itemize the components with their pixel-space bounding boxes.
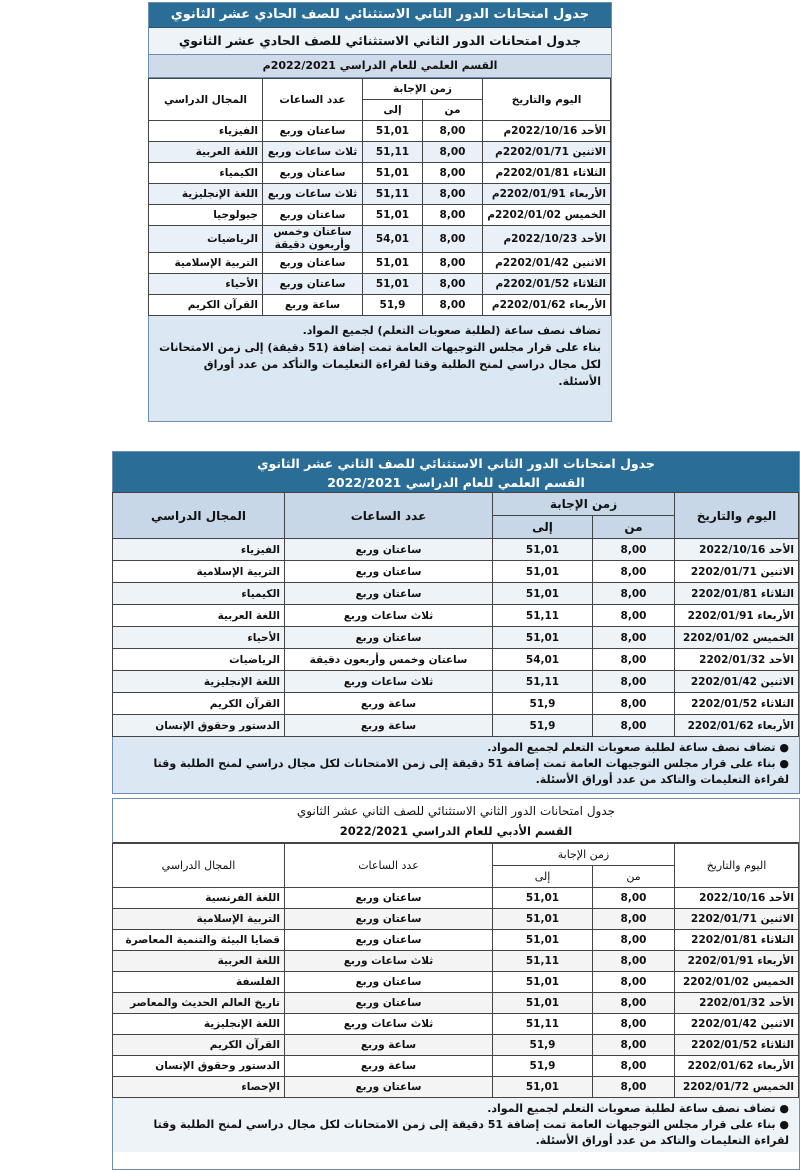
block2-subtitle: القسم العلمي للعام الدراسي 2022/2021 (327, 475, 585, 490)
table-row (148, 274, 610, 295)
cell-hours: ساعتان وربع (262, 121, 362, 142)
cell-day: الخميس 2202/01/02م (483, 205, 611, 226)
cell-from: 8,00 (593, 888, 675, 909)
header-time: زمن الإجابة (493, 493, 675, 516)
cell-day: الأربعاء 2202/01/62 (675, 1056, 799, 1077)
table-row (113, 671, 799, 693)
cell-to: 51,01 (362, 274, 422, 295)
cell-to: 51,01 (362, 163, 422, 184)
block3-note-2 (123, 1117, 789, 1149)
cell-subject: التربية الإسلامية (112, 909, 284, 930)
cell-to: 51,01 (493, 627, 593, 649)
block1-note-2: بناء على قرار مجلس التوجيهات العامة تمت إضافة (51 دقيقة) إلى زمن الامتحانات لكل مجال دراسي لمنح الطلبة وقتا لقراءة التعليمات والتأكد من عدد أوراق الأسئلة. (159, 341, 601, 388)
block2-body (113, 539, 799, 737)
block3-header (113, 799, 799, 843)
cell-day: الاثنين 2202/01/42م (483, 253, 611, 274)
cell-day: الثلاثاء 2202/01/81 (675, 930, 799, 951)
cell-subject: الفلسفة (112, 972, 284, 993)
cell-subject: اللغة العربية (148, 142, 262, 163)
cell-subject: تاريخ العالم الحديث والمعاصر (112, 993, 284, 1014)
cell-subject: الكيمياء (113, 583, 285, 605)
cell-from: 8,00 (593, 909, 675, 930)
block3-title: جدول امتحانات الدور الثاني الاستثنائي للصف الثاني عشر الثانوي (296, 804, 616, 818)
cell-day: الخميس 2202/01/02 (675, 972, 799, 993)
cell-from: 8,00 (593, 583, 675, 605)
block1-title: جدول امتحانات الدور الثاني الاستثنائي للصف الحادي عشر الثانوي (149, 3, 611, 28)
cell-day: الأربعاء 2202/01/91 (675, 951, 799, 972)
cell-to: 51,11 (492, 951, 592, 972)
cell-from: 8,00 (423, 274, 483, 295)
cell-day: الأربعاء 2202/01/91 (675, 605, 799, 627)
cell-hours: ساعتان وربع (262, 253, 362, 274)
table-row (148, 205, 610, 226)
cell-subject: اللغة الفرنسية (112, 888, 284, 909)
cell-day: الأربعاء 2202/01/62 (675, 715, 799, 737)
block2-table (112, 492, 799, 737)
bullet-icon: ● (775, 1118, 789, 1131)
cell-day: الثلاثاء 2202/01/52م (483, 274, 611, 295)
cell-hours: ساعة وربع (285, 715, 493, 737)
cell-to: 54,01 (362, 226, 422, 253)
table-row (148, 253, 610, 274)
cell-subject: اللغة الإنجليزية (148, 184, 262, 205)
cell-to: 51,9 (493, 715, 593, 737)
cell-subject: قضايا البيئة والتنمية المعاصرة (112, 930, 284, 951)
cell-hours: ساعتان وخمس وأربعون دقيقة (285, 649, 493, 671)
cell-to: 51,01 (362, 253, 422, 274)
cell-from: 8,00 (593, 715, 675, 737)
table-row (148, 121, 610, 142)
block3-note-1-text: تضاف نصف ساعة لطلبة صعوبات التعلم لجميع المواد. (487, 1102, 776, 1115)
cell-subject: اللغة الإنجليزية (113, 671, 285, 693)
bullet-icon: ● (775, 1102, 789, 1115)
cell-from: 8,00 (423, 184, 483, 205)
cell-hours: ثلاث ساعات وربع (284, 1014, 492, 1035)
header-day: اليوم والتاريخ (675, 844, 799, 888)
cell-day: الأحد 2202/01/32 (675, 993, 799, 1014)
cell-to: 51,11 (493, 671, 593, 693)
cell-subject: الرياضيات (113, 649, 285, 671)
cell-hours: ساعتان وربع (262, 163, 362, 184)
block3-notes (113, 1098, 799, 1152)
cell-from: 8,00 (593, 693, 675, 715)
table-row (113, 649, 799, 671)
cell-to: 51,01 (492, 993, 592, 1014)
block1-body (148, 121, 610, 316)
header-hours: عدد الساعات (262, 79, 362, 121)
header-subject: المجال الدراسي (148, 79, 262, 121)
block2-note-2 (123, 756, 789, 788)
cell-hours: ساعتان وربع (284, 972, 492, 993)
cell-day: الاثنين 2202/01/42 (675, 671, 799, 693)
header-to: إلى (492, 866, 592, 888)
block2-header (113, 452, 799, 492)
cell-subject: القرآن الكريم (113, 693, 285, 715)
cell-to: 51,9 (362, 295, 422, 316)
cell-subject: القرآن الكريم (112, 1035, 284, 1056)
cell-subject: الفيزياء (148, 121, 262, 142)
cell-day: الأحد 2022/10/16 (675, 888, 799, 909)
cell-day: الاثنين 2202/01/71 (675, 561, 799, 583)
cell-hours: ساعة وربع (284, 1056, 492, 1077)
table-row (112, 1014, 798, 1035)
cell-from: 8,00 (423, 142, 483, 163)
cell-from: 8,00 (593, 561, 675, 583)
cell-subject: اللغة العربية (112, 951, 284, 972)
cell-from: 8,00 (423, 121, 483, 142)
cell-day: الأحد 2022/10/23م (483, 226, 611, 253)
table-row (112, 930, 798, 951)
table-row (148, 295, 610, 316)
table-row (148, 142, 610, 163)
table-row (148, 226, 610, 253)
cell-to: 54,01 (493, 649, 593, 671)
cell-from: 8,00 (593, 993, 675, 1014)
cell-from: 8,00 (423, 163, 483, 184)
cell-to: 51,11 (493, 605, 593, 627)
header-from: من (593, 866, 675, 888)
cell-hours: ساعتان وربع (262, 205, 362, 226)
cell-subject: الإحصاء (112, 1077, 284, 1098)
cell-subject: التربية الإسلامية (148, 253, 262, 274)
cell-day: الاثنين 2202/01/71 (675, 909, 799, 930)
cell-from: 8,00 (423, 253, 483, 274)
cell-day: الأحد 2022/10/16 (675, 539, 799, 561)
cell-from: 8,00 (593, 1077, 675, 1098)
cell-hours: ساعتان وربع (284, 909, 492, 930)
cell-hours: ثلاث ساعات وربع (262, 184, 362, 205)
cell-day: الخميس 2202/01/02 (675, 627, 799, 649)
header-time: زمن الإجابة (492, 844, 674, 866)
cell-to: 51,01 (493, 561, 593, 583)
cell-hours: ثلاث ساعات وربع (284, 951, 492, 972)
cell-subject: القرآن الكريم (148, 295, 262, 316)
cell-to: 51,01 (362, 121, 422, 142)
cell-day: الاثنين 2202/01/71م (483, 142, 611, 163)
header-from: من (423, 100, 483, 121)
block2-note-1-text: تضاف نصف ساعة لطلبة صعوبات التعلم لجميع المواد. (487, 741, 776, 754)
cell-subject: اللغة الإنجليزية (112, 1014, 284, 1035)
block1-year: القسم العلمي للعام الدراسي 2022/2021م (149, 55, 611, 78)
block3-subtitle: القسم الأدبي للعام الدراسي 2022/2021 (339, 824, 573, 838)
header-day: اليوم والتاريخ (675, 493, 799, 539)
header-subject: المجال الدراسي (113, 493, 285, 539)
header-to: إلى (362, 100, 422, 121)
cell-subject: الدستور وحقوق الإنسان (112, 1056, 284, 1077)
cell-from: 8,00 (423, 205, 483, 226)
grade-12-literary-schedule (112, 798, 800, 1170)
table-row (148, 163, 610, 184)
cell-from: 8,00 (593, 1014, 675, 1035)
cell-from: 8,00 (593, 627, 675, 649)
cell-hours: ساعتان وربع (284, 993, 492, 1014)
cell-subject: الرياضيات (148, 226, 262, 253)
cell-to: 51,11 (362, 184, 422, 205)
table-row (113, 715, 799, 737)
bullet-icon: ● (775, 757, 789, 770)
table-row (112, 951, 798, 972)
cell-subject: اللغة العربية (113, 605, 285, 627)
header-from: من (593, 516, 675, 539)
table-row (113, 539, 799, 561)
header-hours: عدد الساعات (285, 493, 493, 539)
cell-to: 51,9 (492, 1056, 592, 1077)
cell-to: 51,01 (492, 972, 592, 993)
block2-note-1 (123, 740, 789, 756)
table-row (113, 627, 799, 649)
block1-subtitle: جدول امتحانات الدور الثاني الاستثنائي للصف الحادي عشر الثانوي (149, 28, 611, 55)
table-row (112, 993, 798, 1014)
cell-hours: ساعتان وربع (285, 539, 493, 561)
cell-subject: جيولوجيا (148, 205, 262, 226)
block1-table (148, 78, 611, 316)
cell-hours: ساعة وربع (284, 1035, 492, 1056)
cell-hours: ساعتان وخمس وأربعون دقيقة (262, 226, 362, 253)
grade-11-science-schedule (148, 2, 612, 422)
cell-subject: الأحياء (113, 627, 285, 649)
block3-table (112, 843, 799, 1098)
table-row (112, 972, 798, 993)
cell-from: 8,00 (593, 539, 675, 561)
block1-notes (149, 316, 611, 396)
cell-subject: الكيمياء (148, 163, 262, 184)
cell-to: 51,11 (362, 142, 422, 163)
cell-day: الثلاثاء 2202/01/52 (675, 693, 799, 715)
cell-day: الأربعاء 2202/01/91م (483, 184, 611, 205)
table-row (113, 561, 799, 583)
cell-subject: الفيزياء (113, 539, 285, 561)
cell-hours: ساعتان وربع (284, 888, 492, 909)
cell-hours: ساعتان وربع (285, 561, 493, 583)
cell-from: 8,00 (593, 1056, 675, 1077)
table-row (113, 693, 799, 715)
table-row (112, 1077, 798, 1098)
block3-note-1 (123, 1101, 789, 1117)
table-row (112, 1035, 798, 1056)
cell-to: 51,01 (493, 583, 593, 605)
cell-hours: ثلاث ساعات وربع (262, 142, 362, 163)
table-row (113, 605, 799, 627)
cell-from: 8,00 (593, 951, 675, 972)
block1-note-1: تضاف نصف ساعة (لطلبة صعوبات التعلم) لجميع المواد. (302, 324, 601, 337)
cell-to: 51,11 (492, 1014, 592, 1035)
cell-to: 51,01 (492, 909, 592, 930)
cell-hours: ساعة وربع (285, 693, 493, 715)
header-time: زمن الإجابة (362, 79, 482, 100)
cell-subject: الأحياء (148, 274, 262, 295)
cell-day: الأربعاء 2202/01/62م (483, 295, 611, 316)
cell-subject: الدستور وحقوق الإنسان (113, 715, 285, 737)
table-row (112, 1056, 798, 1077)
cell-from: 8,00 (593, 930, 675, 951)
cell-to: 51,01 (492, 930, 592, 951)
grade-12-science-schedule (112, 451, 800, 794)
cell-to: 51,01 (492, 888, 592, 909)
cell-day: الثلاثاء 2202/01/81 (675, 583, 799, 605)
cell-day: الأحد 2202/01/32 (675, 649, 799, 671)
table-row (112, 888, 798, 909)
cell-day: الاثنين 2202/01/42 (675, 1014, 799, 1035)
cell-from: 8,00 (593, 972, 675, 993)
table-row (148, 184, 610, 205)
cell-from: 8,00 (593, 605, 675, 627)
cell-day: الثلاثاء 2202/01/81م (483, 163, 611, 184)
cell-hours: ساعتان وربع (285, 583, 493, 605)
cell-day: الثلاثاء 2202/01/52 (675, 1035, 799, 1056)
block2-title: جدول امتحانات الدور الثاني الاستثنائي للصف الثاني عشر الثانوي (257, 456, 655, 471)
cell-from: 8,00 (593, 671, 675, 693)
cell-hours: ثلاث ساعات وربع (285, 671, 493, 693)
cell-hours: ساعتان وربع (285, 627, 493, 649)
cell-day: الخميس 2202/01/72 (675, 1077, 799, 1098)
cell-hours: ثلاث ساعات وربع (285, 605, 493, 627)
table-row (113, 583, 799, 605)
header-day: اليوم والتاريخ (483, 79, 611, 121)
block2-note-2-text: بناء على قرار مجلس التوجيهات العامة تمت إضافة 51 دقيقة إلى زمن الامتحانات لكل مجال دراسي لمنح الطلبة وقتا لقراءة التعليمات والتاكد من عدد أوراق الأسئلة. (153, 757, 789, 786)
cell-from: 8,00 (423, 295, 483, 316)
cell-to: 51,9 (492, 1035, 592, 1056)
block3-body (112, 888, 798, 1098)
cell-hours: ساعتان وربع (284, 1077, 492, 1098)
cell-from: 8,00 (593, 649, 675, 671)
header-to: إلى (493, 516, 593, 539)
cell-subject: التربية الإسلامية (113, 561, 285, 583)
cell-day: الأحد 2022/10/16م (483, 121, 611, 142)
cell-to: 51,01 (493, 539, 593, 561)
block2-notes (113, 737, 799, 791)
cell-to: 51,01 (492, 1077, 592, 1098)
cell-hours: ساعة وربع (262, 295, 362, 316)
cell-hours: ساعتان وربع (284, 930, 492, 951)
cell-to: 51,01 (362, 205, 422, 226)
cell-hours: ساعتان وربع (262, 274, 362, 295)
header-hours: عدد الساعات (284, 844, 492, 888)
cell-from: 8,00 (423, 226, 483, 253)
table-row (112, 909, 798, 930)
header-subject: المجال الدراسي (112, 844, 284, 888)
cell-from: 8,00 (593, 1035, 675, 1056)
cell-to: 51,9 (493, 693, 593, 715)
bullet-icon: ● (775, 741, 789, 754)
block3-note-2-text: بناء على قرار مجلس التوجيهات العامة تمت إضافة 51 دقيقة إلى زمن الامتحانات لكل مجال دراسي لمنح الطلبة وقتا لقراءة التعليمات والتاكد من عدد أوراق الأسئلة. (153, 1118, 789, 1147)
